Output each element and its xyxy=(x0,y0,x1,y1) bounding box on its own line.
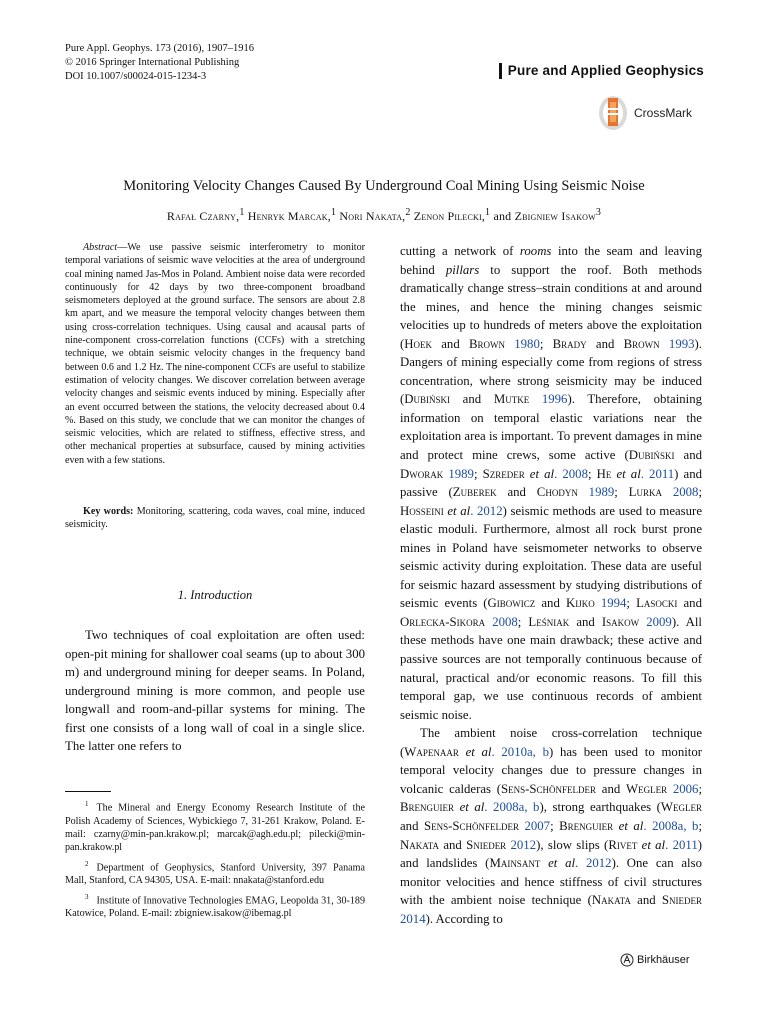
text-run: ) and passive ( xyxy=(400,466,702,500)
body-text-right xyxy=(400,242,702,928)
text-run: cutting a network of xyxy=(400,244,520,258)
paper-title: Monitoring Velocity Changes Caused By Underground Coal Mining Using Seismic Noise xyxy=(123,178,645,194)
author-affiliation[interactable]: 2 xyxy=(405,207,411,218)
copyright: © 2016 Springer International Publishing xyxy=(65,57,240,68)
text-run: ; xyxy=(587,466,597,481)
text-run: ; xyxy=(550,818,560,833)
citation-author: Sens-Schönfelder xyxy=(501,781,597,796)
text-run: ). According to xyxy=(425,911,503,926)
footnote-number: 3 xyxy=(85,892,89,901)
text-run: ; xyxy=(539,336,553,351)
citation-link[interactable]: 2007 xyxy=(518,818,551,833)
text-run: and xyxy=(400,818,424,833)
text-run: The ambient noise cross-correlation technique ( xyxy=(400,726,702,759)
citation-author: Szreder xyxy=(482,466,525,481)
text-run: and xyxy=(535,596,566,611)
footnote xyxy=(65,858,365,888)
citation-author: Leśniak xyxy=(528,614,570,629)
text-run: and xyxy=(674,448,702,463)
citation-link[interactable]: . 2008a, b xyxy=(643,818,699,833)
footnote xyxy=(65,891,365,921)
text-run: ). Dangers of mining especially come from regions of stress concentration, where strong seismicity may be induced ( xyxy=(400,336,702,407)
author-list xyxy=(30,207,738,224)
publisher-name: Birkhäuser xyxy=(637,954,690,966)
text-run: and xyxy=(586,336,624,351)
text-run: ; xyxy=(614,485,629,500)
publisher-logo xyxy=(620,953,690,967)
text-emphasis: et al xyxy=(540,856,576,871)
body-paragraph xyxy=(400,242,702,724)
abstract xyxy=(65,241,365,467)
citation-author: Wegler xyxy=(660,800,702,815)
citation-author: Lurka xyxy=(628,485,662,500)
text-run: ; xyxy=(517,614,529,629)
section-heading: 1. Introduction xyxy=(177,588,253,602)
citation-link[interactable]: 1993 xyxy=(659,336,695,351)
citation-link[interactable]: . 2011 xyxy=(640,466,675,481)
citation-author: Gibowicz xyxy=(487,596,536,611)
citation-link[interactable]: 2009 xyxy=(639,614,672,629)
footnote-text: The Mineral and Energy Economy Research Institute of the Polish Academy of Sciences, Wybickiego 7, 31-261 Krakow, Poland. E-mail: czarny@min-pan.krakow.pl; marcak@agh.edu.pl; pilecki@min-pan.krakow.pl xyxy=(65,802,365,854)
text-run: ) and landslides ( xyxy=(400,837,702,871)
citation-author: Zuberek xyxy=(452,485,497,500)
footnote-number: 1 xyxy=(85,800,89,808)
footnote xyxy=(65,798,365,855)
citation-link[interactable]: . 2008a, b xyxy=(484,800,540,815)
text-run: and xyxy=(630,893,662,908)
citation-author: Brenguier xyxy=(400,800,455,815)
text-run: ), strong earthquakes ( xyxy=(539,800,661,815)
author-conjunction: and xyxy=(493,209,512,223)
text-run: and xyxy=(432,336,469,351)
citation-author: Mainsant xyxy=(489,856,541,871)
text-emphasis: et al xyxy=(613,818,644,833)
citation-author: Dubiński xyxy=(404,392,451,407)
citation-link[interactable]: 1996 xyxy=(529,392,568,407)
citation-link[interactable]: 1989 xyxy=(577,485,615,500)
citation-link[interactable]: 2012 xyxy=(506,837,537,852)
footnote-number: 2 xyxy=(85,859,89,868)
crossmark-badge[interactable] xyxy=(598,94,692,132)
citation-link[interactable]: . 2011 xyxy=(665,837,698,852)
citation-author: Hoek xyxy=(404,336,433,351)
citation-link[interactable]: 2008 xyxy=(662,485,699,500)
citation-author: Rivet xyxy=(608,837,638,852)
citation-author: Wegler xyxy=(626,781,668,796)
author: Zbigniew Isakow xyxy=(514,209,596,223)
citation-author: Brenguier xyxy=(559,818,614,833)
citation-author: Hosseini xyxy=(400,503,444,518)
text-emphasis: et al xyxy=(454,800,485,815)
author: Henryk Marcak, xyxy=(247,209,331,223)
text-emphasis: et al xyxy=(458,744,492,759)
citation-link[interactable]: . 2010a, b xyxy=(491,744,549,759)
citation-author: Mutke xyxy=(493,392,530,407)
citation-link[interactable]: . 2012 xyxy=(470,503,503,518)
crossmark-label: CrossMark xyxy=(634,106,693,120)
text-run: and xyxy=(596,781,627,796)
text-run: ) seismic methods are used to measure elastic moduli. Furthermore, almost all rock burst prone mines in Poland have seismometer networks to observe seismic activity during exploitation. These data are useful for seismic hazard assessment by studying distributions of seismic events ( xyxy=(400,503,703,611)
author: Nori Nakata, xyxy=(339,209,406,223)
author-affiliation[interactable]: 1 xyxy=(239,207,245,218)
text-run: and xyxy=(677,596,702,611)
citation-author: Snieder xyxy=(466,837,507,852)
text-run: ). One can also monitor velocities and hence stiffness of civil structures with the ambient noise technique ( xyxy=(400,856,702,908)
journal-name: Pure and Applied Geophysics xyxy=(499,63,704,79)
text-run: ) has been used to monitor temporal velocity changes due to pressure changes in volcanic calderas ( xyxy=(400,744,702,796)
text-run: ). All these methods have one main drawback; these active and passive sources are not temporally continuous because of natural, practical and/or economic reasons. To fill this temporal gap, we use continuous records of ambient seismic noise. xyxy=(400,614,702,722)
text-run: into the seam and leaving behind xyxy=(400,244,702,277)
footnote-text: Institute of Innovative Technologies EMAG, Leopolda 31, 30-189 Katowice, Poland. E-mail: zbigniew.isakow@ibemag.pl xyxy=(65,894,365,920)
keywords-label: Key words: xyxy=(83,506,134,517)
citation-link[interactable]: 2014 xyxy=(400,911,426,926)
author: Zenon Pilecki, xyxy=(413,209,486,223)
text-run: ; xyxy=(698,781,702,796)
citation-link[interactable]: 1994 xyxy=(594,596,627,611)
footnote-divider xyxy=(65,791,111,792)
citation-author: Sens-Schönfelder xyxy=(423,818,519,833)
footnote-text: Department of Geophysics, Stanford University, 397 Panama Mall, Stanford, CA 94305, USA. E-mail: nnakata@stanford.edu xyxy=(65,861,365,887)
citation-author: Brown xyxy=(623,336,660,351)
author-affiliation[interactable]: 1 xyxy=(331,207,337,218)
crossmark-icon xyxy=(598,94,628,132)
author: Rafał Czarny, xyxy=(166,209,240,223)
text-run: ; xyxy=(698,485,702,500)
text-run: and xyxy=(439,837,467,852)
citation: Pure Appl. Geophys. 173 (2016), 1907–1916 xyxy=(65,43,254,54)
text-emphasis: et al xyxy=(443,503,471,518)
text-run: and xyxy=(450,392,494,407)
text-run: and xyxy=(496,485,537,500)
citation-link[interactable]: . 2012 xyxy=(575,856,612,871)
text-run: ), slow slips ( xyxy=(536,837,609,852)
author-affiliation[interactable]: 3 xyxy=(595,207,602,218)
citation-author: Kijko xyxy=(565,596,595,611)
abstract-label: Abstract xyxy=(83,242,118,253)
text-run: ; xyxy=(473,466,483,481)
intro-paragraph: Two techniques of coal exploitation are often used: open-pit mining for shallower coal seams (up to about 300 m) and underground mining for deeper seams. In Poland, underground mining is more common, and people use longwall and room-and-pillar systems for mining. The first one consists of a long wall of coal in a single slice. The latter one refers to xyxy=(65,628,365,753)
keywords xyxy=(65,505,365,532)
citation-link[interactable]: 2008 xyxy=(485,614,518,629)
citation-link[interactable]: . 2008 xyxy=(554,466,588,481)
footnotes xyxy=(65,798,365,923)
author-affiliation[interactable]: 1 xyxy=(485,207,491,218)
text-emphasis: rooms xyxy=(519,244,552,258)
citation-author: Brown xyxy=(468,336,506,351)
citation-link[interactable]: 1980 xyxy=(505,336,540,351)
article-meta xyxy=(65,42,254,84)
text-emphasis: et al xyxy=(611,466,641,481)
text-emphasis: et al xyxy=(524,466,555,481)
text-run: ; xyxy=(626,596,637,611)
citation-link[interactable]: 2006 xyxy=(667,781,699,796)
citation-author: Nakata xyxy=(591,893,631,908)
citation-author: Orlecka-Sikora xyxy=(400,614,486,629)
text-run: and xyxy=(569,614,602,629)
citation-author: He xyxy=(596,466,612,481)
citation-author: Dworak xyxy=(400,466,444,481)
citation-author: Lasocki xyxy=(636,596,678,611)
text-emphasis: pillars xyxy=(445,262,480,277)
citation-author: Nakata xyxy=(400,837,440,852)
text-run: ; xyxy=(698,818,702,833)
citation-author: Isakow xyxy=(601,614,640,629)
birkhauser-icon xyxy=(620,953,634,967)
text-emphasis: et al xyxy=(637,837,666,852)
citation-author: Brady xyxy=(552,336,587,351)
citation-author: Chodyn xyxy=(536,485,578,500)
doi[interactable]: DOI 10.1007/s00024-015-1234-3 xyxy=(65,71,207,82)
keywords-text: Monitoring, scattering, coda waves, coal mine, induced seismicity. xyxy=(65,506,365,531)
citation-author: Dubiński xyxy=(628,448,675,463)
citation-author: Wapenaar xyxy=(404,744,459,759)
text-run: to support the roof. Both methods dramatically change stress–strain conditions at and around the mines, and hence the mining changes seismic velocities up to hundreds of meters above the exploitation ( xyxy=(400,262,702,351)
body-paragraph xyxy=(400,724,702,928)
abstract-text: —We use passive seismic interferometry to monitor temporal variations of seismic wave velocities at the area of underground coal mining named Jas-Mos in Poland. Ambient noise data were recorded continuously for 42 days by two three-component broadband seismometers deployed at the ground surface. The sensors are about 2.8 km apart, and we measure the temporal velocity changes between them using cross-correlation techniques. Using causal and acausal parts of nine-component cross-correlation functions (CCFs) with a stretching technique, we obtain seismic velocity changes in the frequency band between 0.6 and 1.2 Hz. The nine-component CCFs are useful to stabilize estimation of velocity changes. We discover correlation between average velocity changes and seismic events induced by mining. Especially after an event occurred between the stations, the velocity decreased about 0.4 %. Based on this study, we conclude that we can monitor the changes of seismic velocities, which are related to stiffness, effective stress, and other mechanical properties at subsurface, caused by mining activities even with a few stations. xyxy=(65,242,365,466)
text-run: ). Therefore, obtaining information on temporal elastic variations near the exploitation area is important. To prevent damages in mine and protect mine crews, some active ( xyxy=(400,392,702,463)
citation-link[interactable]: 1989 xyxy=(443,466,474,481)
citation-author: Snieder xyxy=(661,893,702,908)
